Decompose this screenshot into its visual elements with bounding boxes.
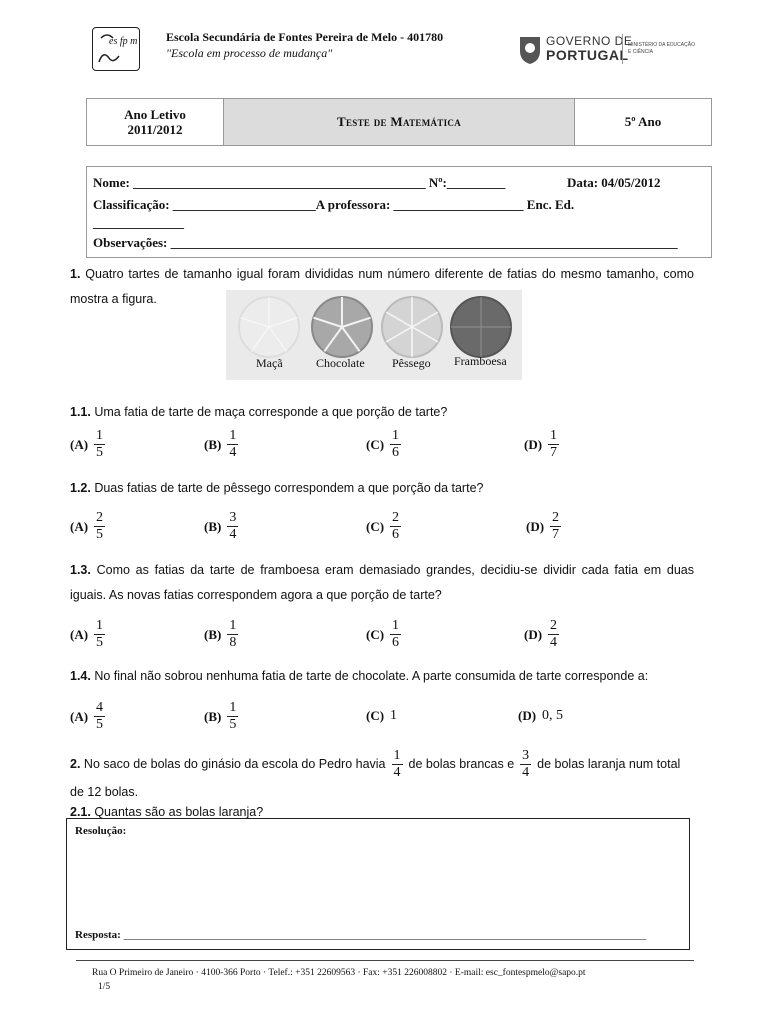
option-label: (D)	[524, 436, 543, 452]
fraction-numerator: 3	[229, 510, 237, 525]
fraction	[548, 428, 559, 461]
student-info-box	[86, 166, 712, 258]
test-header-table	[86, 98, 712, 146]
page-number: 1/5	[98, 982, 111, 992]
school-logo	[92, 27, 140, 71]
question-1-4	[70, 664, 694, 689]
fraction-denominator: 5	[96, 527, 104, 542]
footer-divider	[76, 960, 694, 961]
question-text: Quatro tartes de tamanho igual foram divididas num número diferente de fatias do mesmo tamanho, como mostra a figura.	[70, 267, 694, 306]
fraction	[390, 510, 401, 543]
option-label: (A)	[70, 626, 89, 642]
fraction-numerator: 1	[392, 618, 400, 633]
pie-label-chocolate: Chocolate	[316, 356, 365, 370]
option-1-2-c[interactable]	[366, 510, 401, 543]
option-1-2-a[interactable]	[70, 510, 105, 543]
fraction-denominator: 6	[392, 635, 400, 650]
option-label: (A)	[70, 518, 89, 534]
school-year-cell	[87, 99, 224, 145]
option-label: (C)	[366, 518, 385, 534]
fraction-numerator: 1	[393, 747, 401, 763]
test-title: Teste de Matemática	[224, 99, 575, 145]
fraction	[94, 428, 105, 461]
fraction	[520, 748, 531, 781]
option-label: (B)	[204, 518, 222, 534]
question-text: Como as fatias da tarte de framboesa eram demasiado grandes, decidiu-se dividir cada fatia em duas iguais. As novas fatias correspondem agora a que porção de tarte?	[70, 563, 694, 602]
option-label: (C)	[366, 436, 385, 452]
question-text: Duas fatias de tarte de pêssego correspondem a que porção da tarte?	[90, 481, 484, 495]
fraction-numerator: 1	[96, 428, 104, 443]
option-1-4-d[interactable]	[518, 708, 563, 724]
option-1-4-c[interactable]	[366, 708, 397, 724]
option-label: (D)	[526, 518, 545, 534]
answer-blank: _______________________________________________________________________________________________	[123, 929, 647, 941]
option-1-1-c[interactable]	[366, 428, 401, 461]
fraction-numerator: 2	[550, 618, 558, 633]
grade-label: 5º Ano	[624, 114, 662, 129]
question-1-3	[70, 558, 694, 608]
fraction-numerator: 2	[392, 510, 400, 525]
gov-line2: PORTUGAL	[546, 47, 629, 63]
option-label: (A)	[70, 436, 89, 452]
fraction	[227, 618, 238, 651]
fraction	[227, 428, 238, 461]
school-year-value: 2011/2012	[127, 122, 183, 137]
option-1-3-b[interactable]	[204, 618, 238, 651]
fraction-denominator: 8	[229, 635, 237, 650]
fraction	[390, 618, 401, 651]
option-1-2-d[interactable]	[526, 510, 561, 543]
resolution-box[interactable]	[66, 818, 690, 950]
enc-ed-field[interactable]: ______________	[93, 215, 184, 230]
gov-divider	[622, 34, 623, 64]
observations-field[interactable]: Observações: ______________________________________________________________________________	[93, 235, 678, 250]
pie-label-framboesa: Framboesa	[454, 354, 507, 368]
fraction-numerator: 4	[96, 700, 104, 715]
answer-line[interactable]	[75, 929, 681, 941]
fraction-numerator: 1	[229, 700, 237, 715]
resolution-label: Resolução:	[75, 825, 127, 837]
fraction-denominator: 4	[550, 635, 558, 650]
option-1-4-b[interactable]	[204, 700, 238, 733]
question-number: 1.2.	[70, 481, 91, 495]
school-name: Escola Secundária de Fontes Pereira de Melo - 401780	[166, 30, 444, 44]
footer-address: Rua O Primeiro de Janeiro · 4100-366 Porto · Telef.: +351 22609563 · Fax: +351 226008802 · E-mail: esc_fontespmelo@sapo.pt	[92, 968, 586, 978]
fraction-numerator: 1	[96, 618, 104, 633]
option-1-3-c[interactable]	[366, 618, 401, 651]
fraction-denominator: 6	[392, 527, 400, 542]
fraction-denominator: 7	[552, 527, 560, 542]
fraction-numerator: 1	[392, 428, 400, 443]
question-1-2	[70, 476, 694, 501]
option-1-1-d[interactable]	[524, 428, 559, 461]
option-1-2-b[interactable]	[204, 510, 238, 543]
option-label: (D)	[524, 626, 543, 642]
option-label: (A)	[70, 708, 89, 724]
fraction	[94, 618, 105, 651]
question-number: 1.	[70, 267, 81, 281]
fraction	[227, 510, 238, 543]
question-number: 1.1.	[70, 405, 91, 419]
fraction-denominator: 4	[522, 764, 530, 780]
fraction-numerator: 1	[229, 618, 237, 633]
answer-label: Resposta:	[75, 929, 121, 941]
date-field: Data: 04/05/2012	[567, 175, 661, 190]
logo-lettering: es fp m	[109, 36, 138, 47]
option-1-1-a[interactable]	[70, 428, 105, 461]
option-1-1-b[interactable]	[204, 428, 238, 461]
fraction-numerator: 3	[522, 747, 530, 763]
fraction	[390, 428, 401, 461]
fraction-denominator: 4	[393, 764, 401, 780]
fraction-denominator: 5	[96, 445, 104, 460]
pie-label-pessego: Pêssego	[392, 356, 431, 370]
fraction	[548, 618, 559, 651]
fraction	[227, 700, 238, 733]
fraction-denominator: 6	[392, 445, 400, 460]
question-number: 1.4.	[70, 669, 91, 683]
option-label: (C)	[366, 708, 385, 723]
question-text: Quantas são as bolas laranja?	[90, 805, 264, 819]
question-text: de bolas brancas e	[408, 757, 515, 771]
fraction-denominator: 5	[229, 717, 237, 732]
fraction-denominator: 4	[229, 527, 237, 542]
question-text: No saco de bolas do ginásio da escola do Pedro havia	[80, 757, 386, 771]
school-year-label: Ano Letivo	[124, 107, 186, 122]
option-1-3-d[interactable]	[524, 618, 559, 651]
fraction-denominator: 4	[229, 445, 237, 460]
question-number: 2.	[70, 757, 81, 771]
classification-field[interactable]: Classificação: ______________________A professora: ____________________ Enc. Ed.	[93, 197, 575, 212]
option-label: (B)	[204, 626, 222, 642]
ministry-line1: MINISTÉRIO DA EDUCAÇÃO	[628, 42, 695, 48]
fraction	[550, 510, 561, 543]
fraction-numerator: 1	[550, 428, 558, 443]
ministry-line2: E CIÊNCIA	[628, 49, 654, 55]
option-label: (B)	[204, 436, 222, 452]
option-value: 0, 5	[542, 708, 564, 723]
pie-label-maca: Maçã	[256, 356, 283, 370]
fraction-denominator: 5	[96, 717, 104, 732]
gov-line1: GOVERNO DE	[546, 34, 633, 48]
ministry-label	[628, 42, 695, 56]
pies-figure	[226, 290, 522, 380]
question-2	[70, 746, 694, 782]
fraction	[94, 510, 105, 543]
question-text: No final não sobrou nenhuma fatia de tarte de chocolate. A parte consumida de tarte corresponde a:	[90, 669, 649, 683]
question-number: 2.1.	[70, 805, 91, 819]
fraction-numerator: 1	[229, 428, 237, 443]
option-label: (C)	[366, 626, 385, 642]
fraction-numerator: 2	[552, 510, 560, 525]
option-1-4-a[interactable]	[70, 700, 105, 733]
government-logo	[518, 32, 696, 66]
fraction-denominator: 5	[96, 635, 104, 650]
option-value: 1	[390, 708, 398, 723]
coat-of-arms-icon	[518, 33, 542, 65]
fraction	[94, 700, 105, 733]
school-motto: "Escola em processo de mudança"	[166, 46, 333, 60]
question-1-1	[70, 400, 694, 425]
fraction-numerator: 2	[96, 510, 104, 525]
question-text: de bolas laranja num total	[537, 757, 681, 771]
name-field[interactable]: Nome: _____________________________________________ Nº:_________	[93, 175, 506, 190]
option-1-3-a[interactable]	[70, 618, 105, 651]
option-label: (B)	[204, 708, 222, 724]
question-2-continued: de 12 bolas.	[70, 785, 139, 799]
option-label: (D)	[518, 708, 537, 723]
fraction-denominator: 7	[550, 445, 558, 460]
question-number: 1.3.	[70, 563, 91, 577]
fraction	[392, 748, 403, 781]
question-text: Uma fatia de tarte de maça corresponde a que porção de tarte?	[90, 405, 448, 419]
